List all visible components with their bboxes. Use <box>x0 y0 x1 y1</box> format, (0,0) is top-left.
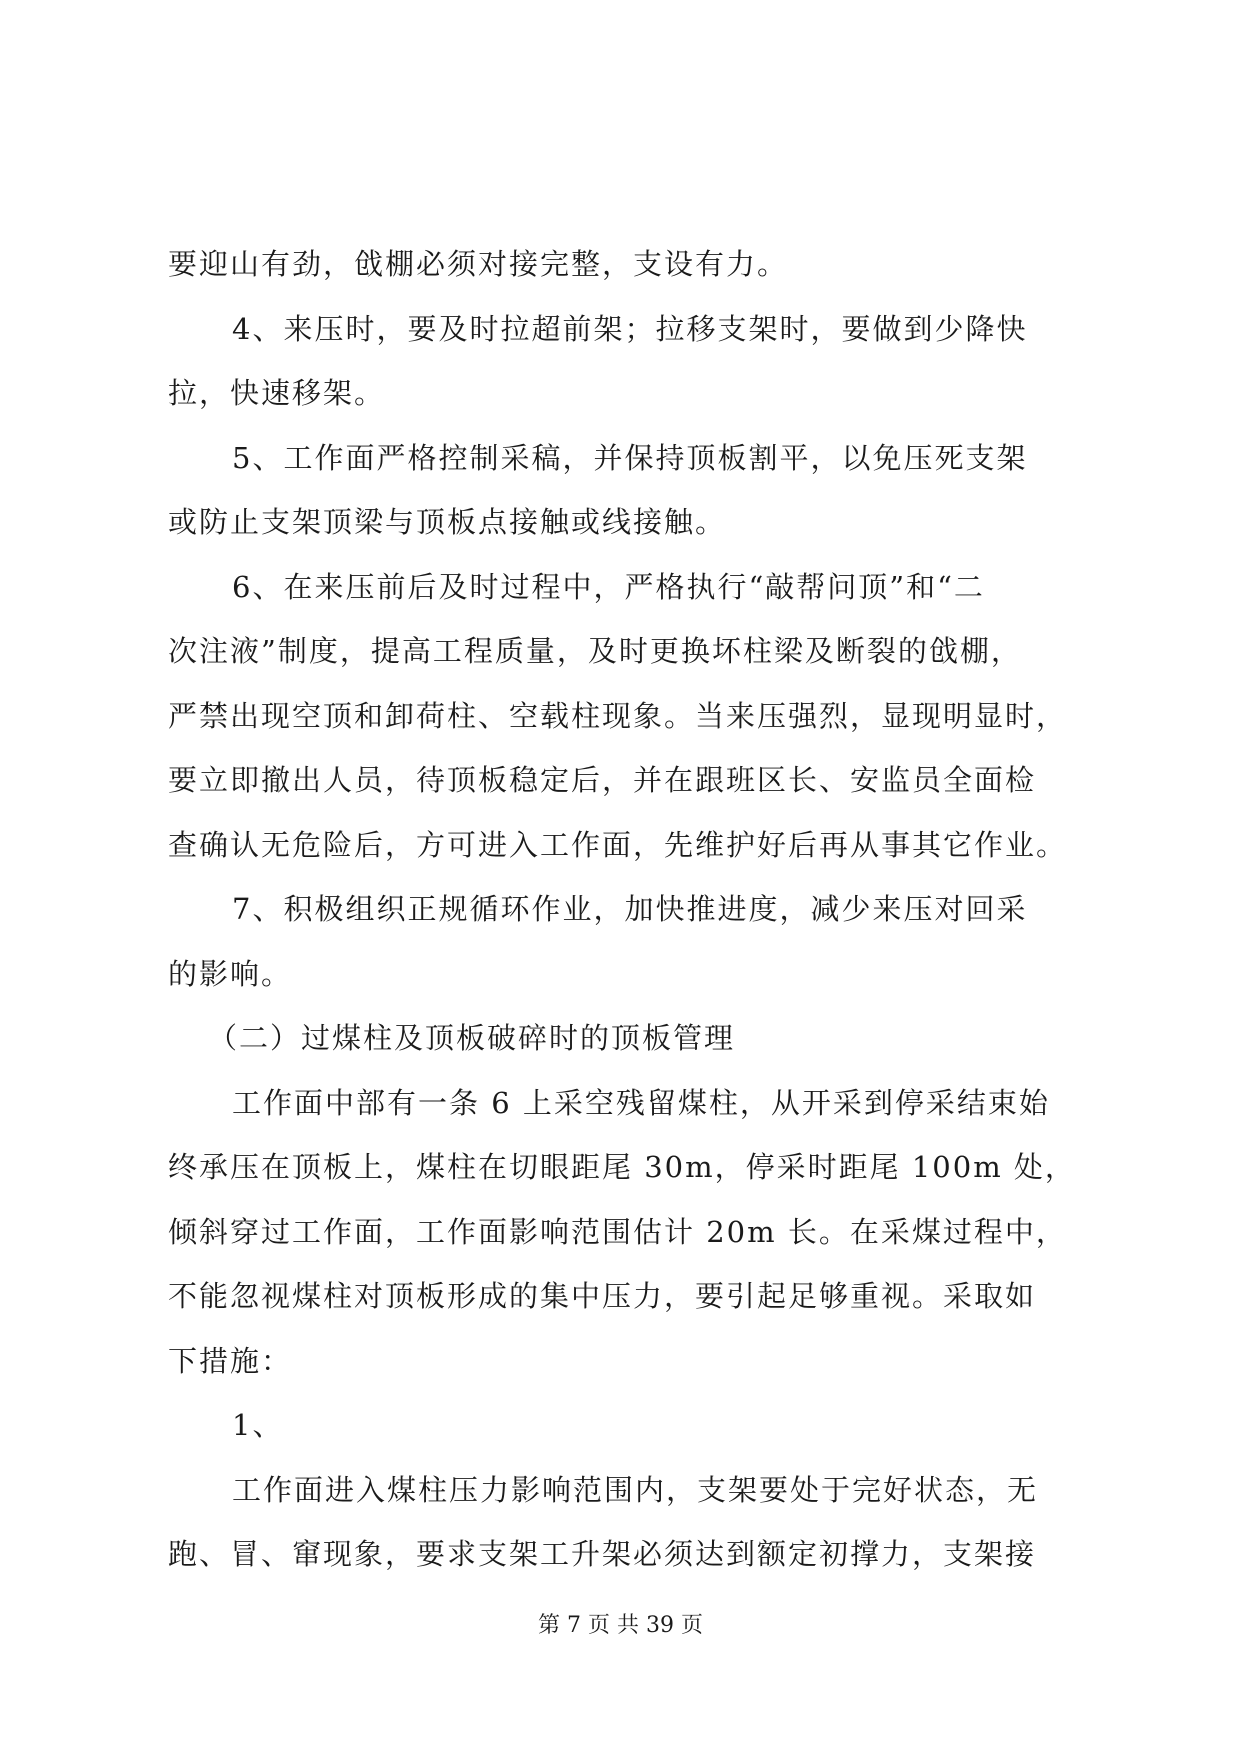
text-line: 要立即撤出人员，待顶板稳定后，并在跟班区长、安监员全面检 <box>168 763 1037 797</box>
text-line: 工作面中部有一条 6 上采空残留煤柱，从开采到停采结束始 <box>232 1085 1050 1120</box>
text-line: 要迎山有劲，戗棚必须对接完整，支设有力。 <box>168 247 789 281</box>
text-line: 4、来压时，要及时拉超前架；拉移支架时，要做到少降快 <box>232 311 1028 346</box>
text-line: 严禁出现空顶和卸荷柱、空载柱现象。当来压强烈，显现明显时， <box>168 698 1068 733</box>
text-line: 查确认无危险后，方可进入工作面，先维护好后再从事其它作业。 <box>168 827 1068 862</box>
text-line: 下措施： <box>168 1343 293 1378</box>
text-line: 或防止支架顶梁与顶板点接触或线接触。 <box>168 505 727 539</box>
list-number: 1、 <box>232 1408 284 1442</box>
text-line: 拉，快速移架。 <box>168 376 386 410</box>
document-body <box>168 232 1076 1587</box>
text-line: 终承压在顶板上，煤柱在切眼距尾 30m，停采时距尾 100m 处， <box>168 1150 1076 1184</box>
section-heading: （二）过煤柱及顶板破碎时的顶板管理 <box>208 1021 736 1055</box>
text-line: 6、在来压前后及时过程中，严格执行“敲帮问顶”和“二 <box>232 569 985 604</box>
text-line: 7、积极组织正规循环作业，加快推进度，减少来压对回采 <box>232 892 1028 926</box>
text-line: 不能忽视煤柱对顶板形成的集中压力，要引起足够重视。采取如 <box>168 1279 1037 1313</box>
text-line: 跑、冒、窜现象，要求支架工升架必须达到额定初撑力，支架接 <box>168 1537 1037 1571</box>
text-line: 的影响。 <box>168 956 293 991</box>
text-line: 倾斜穿过工作面，工作面影响范围估计 20m 长。在采煤过程中， <box>168 1214 1067 1249</box>
page-number-footer: 第 7 页 共 39 页 <box>538 1613 703 1638</box>
text-line: 5、工作面严格控制采稿，并保持顶板割平，以免压死支架 <box>232 440 1028 475</box>
text-line: 工作面进入煤柱压力影响范围内，支架要处于完好状态，无 <box>232 1472 1039 1507</box>
text-line: 次注液”制度，提高工程质量，及时更换坏柱梁及断裂的戗棚， <box>168 634 1022 668</box>
